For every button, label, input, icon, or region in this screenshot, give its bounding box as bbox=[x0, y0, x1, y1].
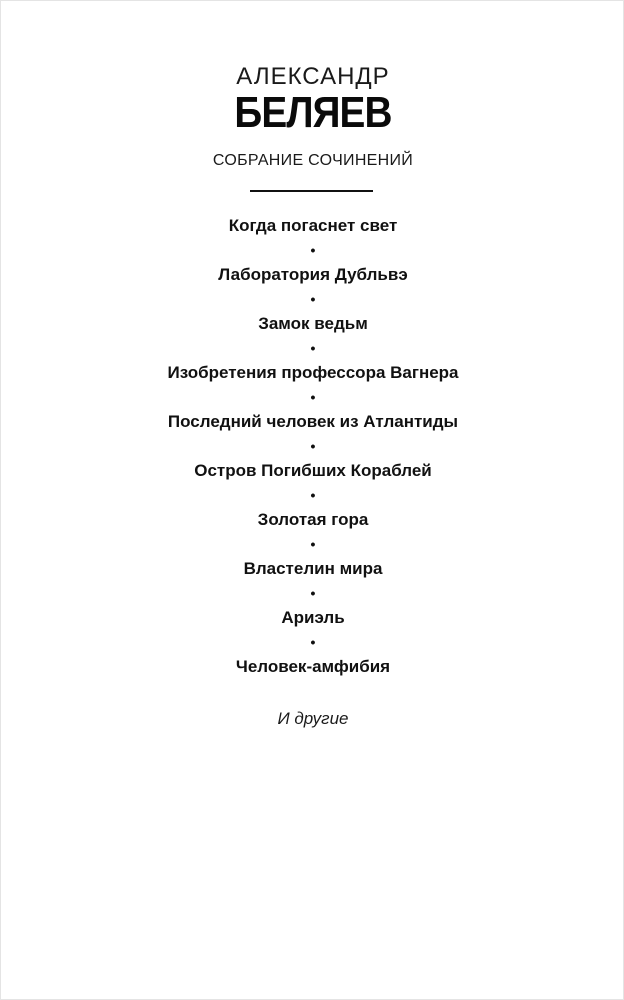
bullet-separator: • bbox=[310, 340, 316, 356]
divider-rule bbox=[250, 190, 373, 192]
and-others-note: И другие bbox=[277, 709, 349, 728]
series-title: СОБРАНИЕ СОЧИНЕНИЙ bbox=[212, 152, 414, 169]
work-title: Последний человек из Атлантиды bbox=[167, 412, 459, 431]
works-list bbox=[1, 214, 624, 679]
bullet-separator: • bbox=[310, 634, 316, 650]
work-title: Человек-амфибия bbox=[235, 657, 391, 676]
work-title: Когда погаснет свет bbox=[228, 216, 398, 235]
work-title: Изобретения профессора Вагнера bbox=[167, 363, 459, 382]
author-last-name: БЕЛЯЕВ bbox=[234, 88, 392, 137]
bullet-separator: • bbox=[310, 536, 316, 552]
work-title: Замок ведьм bbox=[258, 314, 368, 333]
bullet-separator: • bbox=[310, 487, 316, 503]
work-title: Властелин мира bbox=[243, 559, 383, 578]
bullet-separator: • bbox=[310, 585, 316, 601]
bullet-separator: • bbox=[310, 291, 316, 307]
bullet-separator: • bbox=[310, 389, 316, 405]
work-title: Лаборатория Дубльвэ bbox=[218, 265, 408, 284]
author-first-name: АЛЕКСАНДР bbox=[236, 63, 390, 90]
bullet-separator: • bbox=[310, 242, 316, 258]
work-title: Ариэль bbox=[281, 608, 345, 627]
bullet-separator: • bbox=[310, 438, 316, 454]
work-title: Золотая гора bbox=[257, 510, 369, 529]
work-title: Остров Погибших Кораблей bbox=[194, 461, 432, 480]
